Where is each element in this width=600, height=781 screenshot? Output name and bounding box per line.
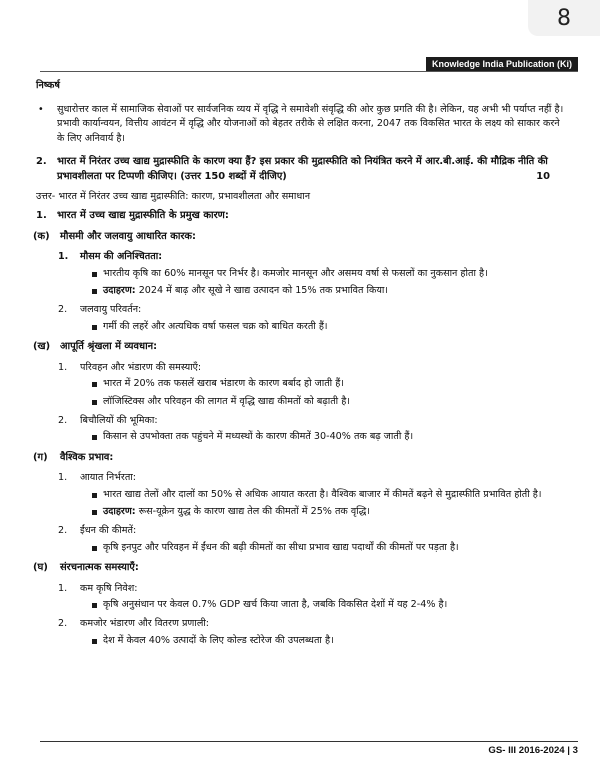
publisher-label: Knowledge India Publication (Ki) [426,57,578,71]
footer-rule [40,741,578,742]
sections-container [33,230,564,649]
section-heading [33,230,564,245]
question-row [36,154,564,184]
item-text: कृषि इनपुट और परिवहन में ईंधन की बढ़ी कीमतों का सीधा प्रभाव खाद्य पदार्थों की कीमतों पर पड़ता है। [103,541,459,553]
section-label: (क) [33,230,50,242]
list-item [92,320,564,335]
main-heading-number: 1. [36,209,47,221]
item-text: भारत खाद्य तेलों और दालों का 50% से अधिक आयात करता है। वैश्विक बाजार में कीमतें बढ़ने से मुद्रास्फीति प्रभावित होती है। [103,488,542,500]
square-bullet-icon [92,435,97,440]
square-bullet-icon [92,493,97,498]
item-text: 2024 में बाढ़ और सूखे ने खाद्य उत्पादन को 15% तक प्रभावित किया। [135,285,389,297]
subsection-number: 1. [58,361,68,373]
square-bullet-icon [92,546,97,551]
question-number: 2. [36,156,47,168]
item-text: देश में केवल 40% उत्पादों के लिए कोल्ड स्टोरेज की उपलब्धता है। [103,634,334,646]
item-text: कृषि अनुसंधान पर केवल 0.7% GDP खर्च किया जाता है, जबकि विकसित देशों में यह 2-4% है। [103,599,448,611]
subsection-title: बिचौलियों की भूमिका: [80,414,158,426]
subsection-title: जलवायु परिवर्तन: [80,303,142,315]
conclusion-heading: निष्कर्ष [36,80,60,91]
section-heading [33,340,564,355]
list-item [92,395,564,410]
square-bullet-icon [92,272,97,277]
page-number-tab [528,0,600,36]
list-item [92,634,564,649]
subsection-number: 2. [58,525,68,537]
subsection-title: आयात निर्भरता: [80,472,137,484]
subsection-title: कमजोर भंडारण और वितरण प्रणाली: [80,618,210,630]
square-bullet-icon [92,603,97,608]
subsection-heading [58,471,564,486]
list-item [92,505,564,520]
subsection-title: कम कृषि निवेश: [80,582,138,594]
question-text-wrap [57,154,564,184]
header-rule [40,71,578,72]
subsection-number: 2. [58,303,68,315]
section-title: वैश्विक प्रभाव: [60,451,114,463]
question-text: भारत में निरंतर उच्च खाद्य मुद्रास्फीति के कारण क्या हैं? इस प्रकार की मुद्रास्फीति को नियंत्रित करने में आर.बी.आई. की मौद्रिक नीति की प्रभावशीलता पर टिप्पणी कीजिए। (उत्तर 150 शब्दों में दीजिए) [57,156,548,183]
subsection-heading [58,361,564,376]
subsection-number: 1. [58,251,69,263]
square-bullet-icon [92,510,97,515]
main-heading-text: भारत में उच्च खाद्य मुद्रास्फीति के प्रमुख कारण: [57,209,229,221]
list-item [92,284,564,299]
list-item [92,430,564,445]
section-title: आपूर्ति श्रृंखला में व्यवधान: [60,341,158,353]
subsection-heading [58,250,564,265]
list-item [92,267,564,282]
bullet-dot-icon: • [38,103,44,115]
section-heading [33,561,564,576]
subsection-heading [58,582,564,597]
subsection-number: 2. [58,414,68,426]
main-heading [36,209,564,224]
square-bullet-icon [92,400,97,405]
conclusion-text: सुधारोत्तर काल में सामाजिक सेवाओं पर सार्वजनिक व्यय में वृद्धि ने समावेशी संवृद्धि की ओर कुछ प्रगति की है। लेकिन, यह अभी भी पर्याप्त नहीं है। प्रभावी कार्यान्वयन, वित्तीय आवंटन में वृद्धि और योजनाओं को बेहतर तरीके से लक्षित करना, 2047 तक विकसित भारत के लक्ष्य को साकार करने के लिए अनिवार्य है। [57,103,564,144]
section-label: (ग) [33,451,48,463]
page-number: 8 [557,5,571,31]
section-label: (घ) [33,562,48,574]
answer-intro: उत्तर- भारत में निरंतर उच्च खाद्य मुद्रास्फीति: कारण, प्रभावशीलता और समाधान [36,191,311,203]
square-bullet-icon [92,639,97,644]
subsection-number: 2. [58,618,68,630]
subsection-heading [58,617,564,632]
subsection-title: मौसम की अनिश्चितता: [80,251,163,263]
subsection-number: 1. [58,582,68,594]
item-text: रूस-यूक्रेन युद्ध के कारण खाद्य तेल की कीमतों में 25% तक वृद्धि। [135,506,370,518]
item-text: लॉजिस्टिक्स और परिवहन की लागत में वृद्धि खाद्य कीमतों को बढ़ाती है। [103,395,350,407]
subsection-title: परिवहन और भंडारण की समस्याएँ: [80,361,202,373]
conclusion-bullet [36,103,564,147]
item-text: भारतीय कृषि का 60% मानसून पर निर्भर है। कमजोर मानसून और असमय वर्षा से फसलों का नुकसान होता है। [103,267,488,279]
item-lead-label: उदाहरण: [103,506,136,518]
list-item [92,541,564,556]
section-heading [33,451,564,466]
section-label: (ख) [33,341,51,353]
subsection-number: 1. [58,472,68,484]
square-bullet-icon [92,325,97,330]
list-item [92,488,564,503]
item-text: भारत में 20% तक फसलें खराब भंडारण के कारण बर्बाद हो जाती हैं। [103,378,344,390]
section-title: मौसमी और जलवायु आधारित कारक: [60,230,196,242]
list-item [92,377,564,392]
section-title: संरचनात्मक समस्याएँ: [60,562,139,574]
square-bullet-icon [92,382,97,387]
list-item [92,598,564,613]
subsection-title: ईंधन की कीमतें: [80,525,137,537]
subsection-heading [58,414,564,429]
item-lead-label: उदाहरण: [103,285,136,297]
footer-text: GS- III 2016-2024 | 3 [488,745,578,756]
square-bullet-icon [92,289,97,294]
question-marks: 10 [536,171,550,183]
page-content [33,79,564,651]
subsection-heading [58,524,564,539]
item-text: गर्मी की लहरें और अत्यधिक वर्षा फसल चक्र को बाधित करती हैं। [103,320,328,332]
subsection-heading [58,303,564,318]
item-text: किसान से उपभोक्ता तक पहुंचने में मध्यस्थों के कारण कीमतें 30-40% तक बढ़ जाती हैं। [103,431,414,443]
